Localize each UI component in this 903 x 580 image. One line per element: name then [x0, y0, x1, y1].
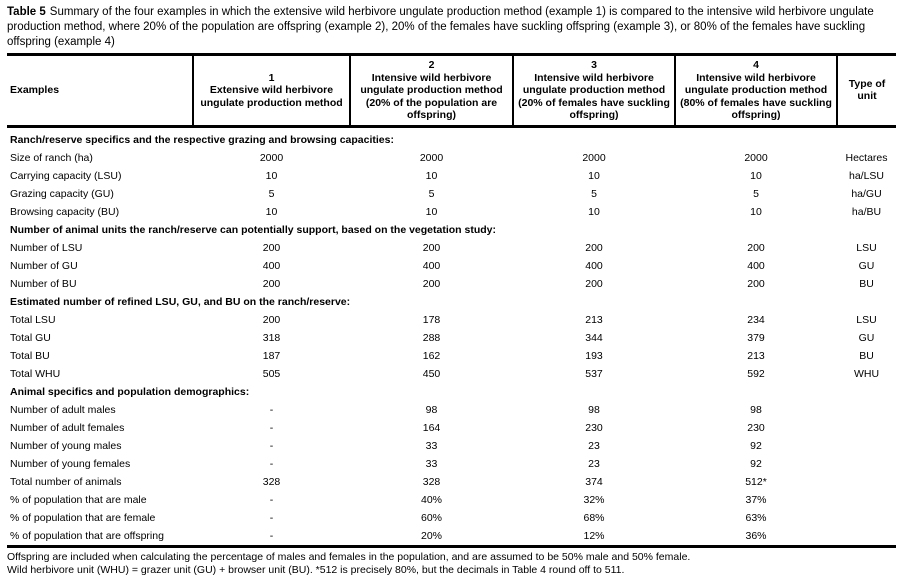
cell-value: 213 [747, 349, 765, 362]
cell-unit: LSU [856, 313, 877, 326]
cell-value: 10 [750, 205, 762, 218]
table-row [7, 167, 896, 185]
table-row [7, 401, 896, 419]
row-label: Total GU [10, 331, 51, 344]
cell-value: - [269, 403, 274, 416]
row-label: Total number of animals [10, 475, 122, 488]
cell-value: 40% [420, 493, 442, 506]
cell-unit: GU [858, 259, 875, 272]
table-row [7, 419, 896, 437]
cell-unit: WHU [853, 367, 880, 380]
table-row [7, 203, 896, 221]
header-type-of-unit: Type of unit [837, 55, 896, 127]
cell-value: 318 [262, 331, 281, 344]
section-heading: Ranch/reserve specifics and the respective grazing and browsing capacities: [10, 133, 394, 146]
table-row [7, 239, 896, 257]
cell-value: - [193, 527, 350, 547]
summary-table [7, 53, 896, 548]
cell-value: 10 [265, 169, 278, 182]
row-label: Number of LSU [10, 241, 83, 254]
cell-value: 10 [265, 205, 278, 218]
cell-unit [837, 473, 896, 491]
cell-value: 23 [588, 457, 600, 470]
section-heading-row [7, 126, 896, 149]
cell-value: 5 [428, 187, 435, 200]
cell-value: 200 [747, 241, 765, 254]
cell-value: 98 [750, 403, 762, 416]
cell-value: 379 [747, 331, 765, 344]
cell-value: 5 [591, 187, 597, 200]
cell-value: 400 [262, 259, 281, 272]
cell-value: 10 [425, 205, 438, 218]
row-label: % of population that are offspring [7, 527, 193, 547]
header-example-4-number: 4 [753, 59, 759, 71]
cell-value: 2000 [259, 151, 284, 164]
section-heading: Estimated number of refined LSU, GU, and BU on the ranch/reserve: [10, 295, 351, 308]
header-example-4-label: Intensive wild herbivore ungulate production method (80% of females have suckling offspring) [680, 71, 832, 121]
cell-value: 92 [750, 457, 762, 470]
cell-value: 92 [750, 439, 762, 452]
cell-value: 23 [588, 439, 600, 452]
table-row [7, 437, 896, 455]
cell-unit: LSU [856, 241, 877, 254]
table-row [7, 509, 896, 527]
row-label: % of population that are male [10, 493, 147, 506]
row-label: Number of adult males [10, 403, 116, 416]
cell-value: 60% [420, 511, 442, 524]
table-row [7, 149, 896, 167]
cell-value: 450 [422, 367, 441, 380]
cell-value: 12% [513, 527, 675, 547]
table-row [7, 347, 896, 365]
cell-value: - [269, 421, 274, 434]
cell-value: 178 [422, 313, 441, 326]
row-label: % of population that are female [10, 511, 156, 524]
cell-value: 20% [350, 527, 513, 547]
table-caption-text: Summary of the four examples in which the extensive wild herbivore ungulate production method (example 1) is compared to the intensive wild herbivore ungulate production method, where 20% of the population are offspring (example 2), 20% of the females have suckling offspring (example 3), or 80% of the females have suckling offspring (example 4) [7, 6, 874, 48]
section-heading-row [7, 383, 896, 401]
header-example-3-number: 3 [591, 59, 597, 71]
cell-unit: Hectares [845, 151, 888, 164]
cell-unit [837, 455, 896, 473]
table-row [7, 185, 896, 203]
header-example-2-label: Intensive wild herbivore ungulate production method (20% of the population are offspring) [360, 71, 503, 121]
cell-value: 400 [585, 259, 603, 272]
cell-value: 400 [422, 259, 441, 272]
cell-value: 187 [262, 349, 281, 362]
cell-unit [837, 509, 896, 527]
table-row [7, 257, 896, 275]
table-header [7, 55, 896, 127]
row-label: Grazing capacity (GU) [10, 187, 114, 200]
table-row [7, 311, 896, 329]
cell-value: 32% [583, 493, 605, 506]
header-example-1-label: Extensive wild herbivore ungulate production method [200, 84, 343, 109]
cell-value: 164 [422, 421, 441, 434]
cell-unit: ha/BU [851, 205, 882, 218]
cell-value: 5 [268, 187, 275, 200]
cell-value: 10 [425, 169, 438, 182]
header-example-3-label: Intensive wild herbivore ungulate production method (20% of females have suckling offspring) [518, 71, 670, 121]
cell-unit [837, 437, 896, 455]
row-label: Total WHU [10, 367, 61, 380]
table-caption-label: Table 5 [7, 6, 46, 18]
cell-value: 36% [675, 527, 837, 547]
table-caption [7, 5, 896, 50]
cell-unit: GU [858, 331, 875, 344]
section-heading-row [7, 221, 896, 239]
cell-value: - [269, 511, 274, 524]
cell-value: 2000 [744, 151, 768, 164]
cell-value: 10 [750, 169, 762, 182]
row-label: Number of BU [10, 277, 77, 290]
table-row [7, 329, 896, 347]
cell-value: 213 [585, 313, 603, 326]
table-footnotes [7, 548, 896, 578]
cell-unit [837, 419, 896, 437]
section-heading-row [7, 293, 896, 311]
cell-value: 505 [262, 367, 281, 380]
cell-value: 68% [583, 511, 605, 524]
cell-value: 200 [422, 241, 441, 254]
header-example-2 [350, 55, 513, 127]
row-label: Size of ranch (ha) [10, 151, 93, 164]
cell-value: - [269, 457, 274, 470]
cell-value: 5 [753, 187, 759, 200]
table-row [7, 473, 896, 491]
cell-value: 400 [747, 259, 765, 272]
header-example-1-number: 1 [268, 71, 275, 84]
cell-value: 63% [745, 511, 767, 524]
table-row [7, 275, 896, 293]
cell-value: 10 [588, 205, 600, 218]
cell-value: 200 [585, 241, 603, 254]
row-label: Carrying capacity (LSU) [10, 169, 122, 182]
cell-unit [837, 527, 896, 547]
row-label: Total LSU [10, 313, 56, 326]
cell-unit [837, 491, 896, 509]
cell-value: 200 [262, 241, 281, 254]
table-row [7, 527, 896, 547]
table-row [7, 455, 896, 473]
cell-value: 2000 [419, 151, 444, 164]
cell-value: 200 [422, 277, 441, 290]
cell-value: 2000 [582, 151, 606, 164]
cell-value: - [269, 439, 274, 452]
header-example-1 [193, 55, 350, 127]
row-label: Browsing capacity (BU) [10, 205, 120, 218]
cell-value: 200 [262, 313, 281, 326]
cell-value: 200 [747, 277, 765, 290]
header-examples: Examples [7, 55, 193, 127]
cell-value: - [269, 493, 274, 506]
cell-value: 230 [747, 421, 765, 434]
cell-value: 33 [425, 439, 438, 452]
header-example-2-number: 2 [428, 59, 435, 71]
cell-value: 512* [745, 475, 767, 488]
cell-unit: BU [859, 349, 874, 362]
cell-value: 230 [585, 421, 603, 434]
table-row [7, 365, 896, 383]
cell-value: 328 [422, 475, 441, 488]
cell-value: 200 [262, 277, 281, 290]
cell-unit [837, 401, 896, 419]
cell-value: 537 [585, 367, 603, 380]
cell-value: 344 [585, 331, 603, 344]
row-label: Number of adult females [10, 421, 125, 434]
header-row [7, 55, 896, 127]
section-heading: Animal specifics and population demographics: [10, 385, 250, 398]
cell-unit: ha/GU [851, 187, 882, 200]
row-label: Total BU [10, 349, 50, 362]
cell-value: 328 [262, 475, 281, 488]
cell-value: 193 [585, 349, 603, 362]
table-row [7, 491, 896, 509]
section-heading: Number of animal units the ranch/reserve can potentially support, based on the vegetation study: [10, 223, 497, 236]
cell-unit: ha/LSU [848, 169, 885, 182]
row-label: Number of young females [10, 457, 131, 470]
cell-value: 37% [745, 493, 767, 506]
cell-value: 10 [588, 169, 600, 182]
cell-value: 374 [585, 475, 603, 488]
footnote-2: Wild herbivore unit (WHU) = grazer unit (GU) + browser unit (BU). *512 is precisely 80%, but the decimals in Table 4 round off to 511. [7, 564, 625, 576]
footnote-1: Offspring are included when calculating the percentage of males and females in the population, and are assumed to be 50% male and 50% female. [7, 550, 691, 563]
cell-value: 200 [585, 277, 603, 290]
row-label: Number of GU [10, 259, 78, 272]
cell-value: 592 [747, 367, 765, 380]
cell-value: 33 [425, 457, 438, 470]
table-body [7, 126, 896, 546]
cell-value: 98 [588, 403, 600, 416]
cell-value: 162 [422, 349, 441, 362]
cell-value: 288 [422, 331, 441, 344]
row-label: Number of young males [10, 439, 122, 452]
header-example-4 [675, 55, 837, 127]
cell-value: 234 [747, 313, 765, 326]
cell-unit: BU [859, 277, 874, 290]
header-example-3 [513, 55, 675, 127]
cell-value: 98 [425, 403, 438, 416]
